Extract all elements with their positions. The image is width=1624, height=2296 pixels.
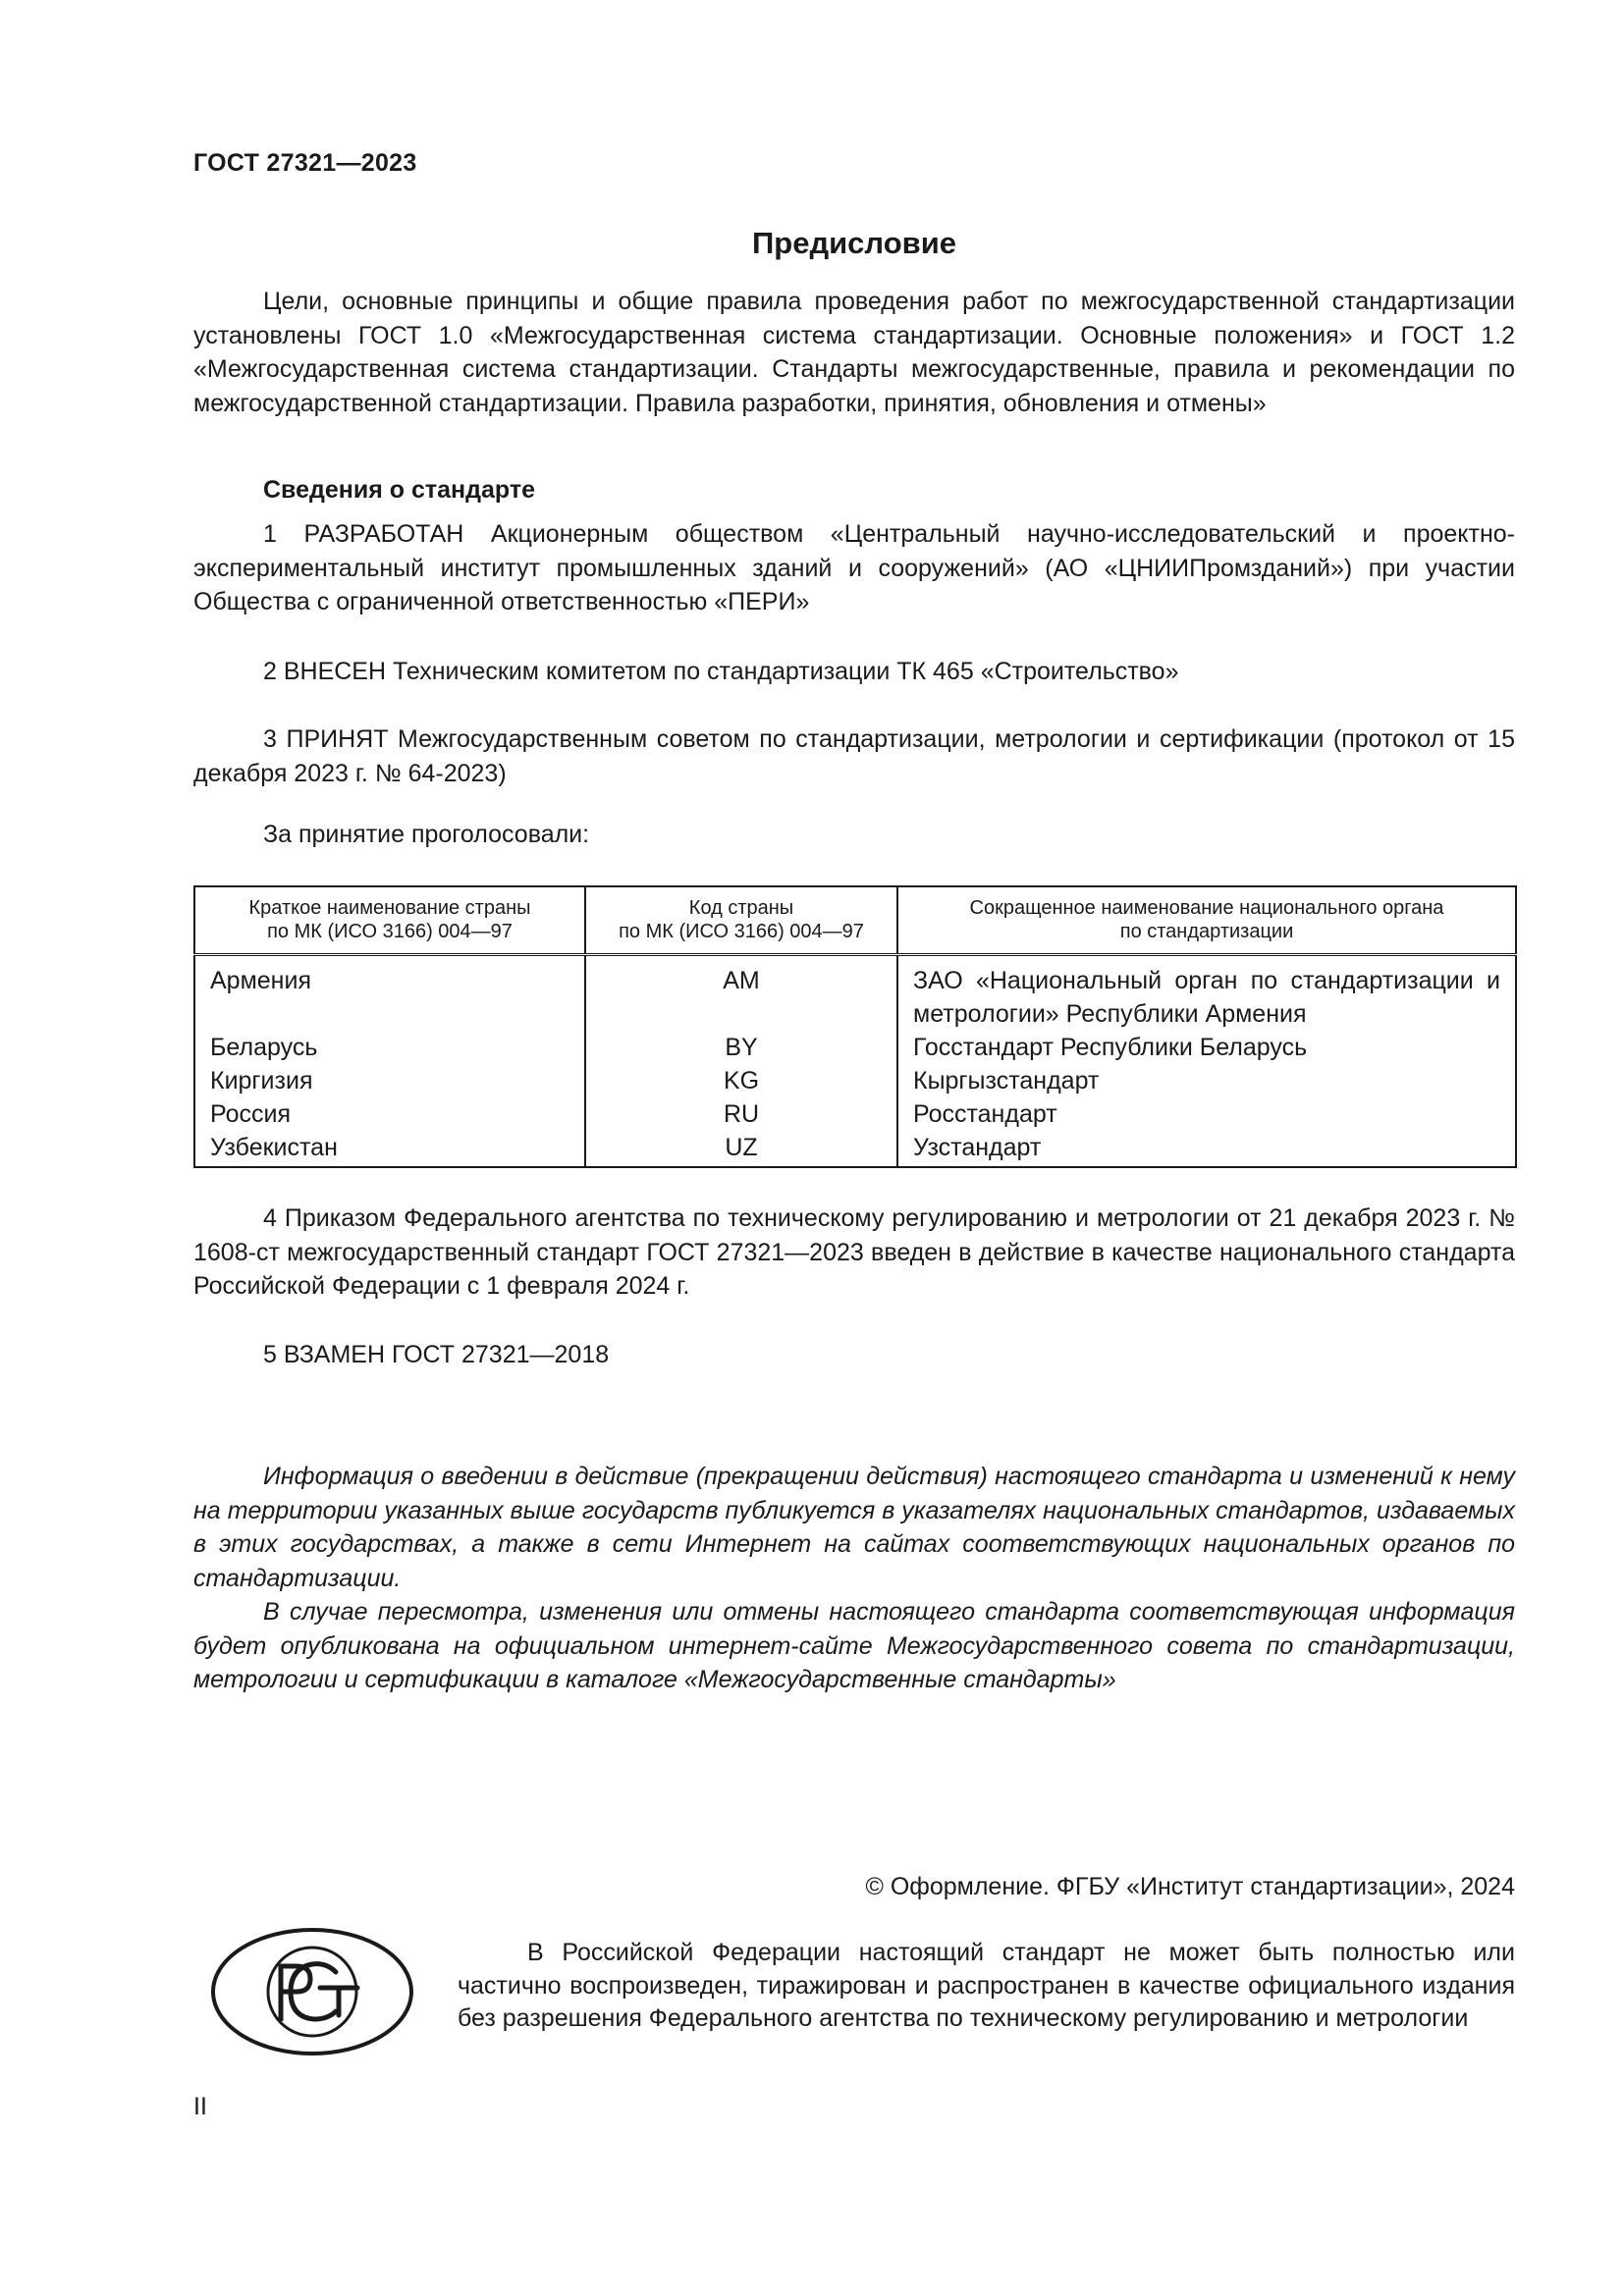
item-1 — [193, 517, 1515, 619]
code-cell: BY — [585, 1031, 897, 1064]
page-title: Предисловие — [751, 226, 956, 260]
item-5 — [193, 1338, 1515, 1372]
header-country-line1: Краткое наименование страны — [248, 897, 531, 919]
code-cell: RU — [585, 1097, 897, 1131]
header-body-line1: Сокращенное наименование национального органа — [969, 897, 1444, 919]
section-subheading: Сведения о стандарте — [263, 476, 536, 504]
table-row — [194, 955, 1516, 1032]
header-code-line2: по МК (ИСО 3166) 004—97 — [619, 921, 864, 942]
info-paragraph-2: В случае пересмотра, изменения или отмены настоящего стандарта соответствующая информация будет опубликована на официальном интернет-сайте Межгосударственного совета по стандартизации, метрологии и сертификации в каталоге «Межгосударственные стандарты» — [193, 1598, 1515, 1693]
info-paragraph-1: Информация о введении в действие (прекращении действия) настоящего стандарта и изменений к нему на территории указанных выше государств публикуется в указателях национальных стандартов, издаваемых в этих государствах, а также в сети Интернет на сайтах соответствующих национальных органов по стандартизации. — [193, 1463, 1515, 1592]
voted-label: За принятие проголосовали: — [263, 821, 590, 848]
item-3-text: 3 ПРИНЯТ Межгосударственным советом по стандартизации, метрологии и сертификации (протокол от 15 декабря 2023 г. № 64-2023) — [193, 725, 1515, 787]
item-2-text: 2 ВНЕСЕН Техническим комитетом по стандартизации ТК 465 «Строительство» — [263, 658, 1179, 685]
body-cell: ЗАО «Национальный орган по стандартизации и метрологии» Республики Армения — [897, 955, 1516, 1032]
country-cell: Армения — [194, 955, 585, 1032]
table-header-row — [194, 886, 1516, 955]
header-code — [585, 886, 897, 955]
table-row — [194, 1064, 1516, 1097]
body-cell: Госстандарт Республики Беларусь — [897, 1031, 1516, 1064]
country-cell: Россия — [194, 1097, 585, 1131]
code-cell: KG — [585, 1064, 897, 1097]
header-country-line2: по МК (ИСО 3166) 004—97 — [267, 921, 513, 942]
code-cell: UZ — [585, 1131, 897, 1167]
country-cell: Киргизия — [194, 1064, 585, 1097]
country-cell: Узбекистан — [194, 1131, 585, 1167]
copyright-line: © Оформление. ФГБУ «Институт стандартизации», 2024 — [865, 1873, 1515, 1900]
intro-text: Цели, основные принципы и общие правила проведения работ по межгосударственной стандартизации установлены ГОСТ 1.0 «Межгосударственная система стандартизации. Основные положения» и ГОСТ 1.2 «Межгосударственная система стандартизации. Стандарты межгосударственные, правила и рекомендации по межгосударственной стандартизации. Правила разработки, принятия, обновления и отмены» — [193, 288, 1515, 417]
item-4-text: 4 Приказом Федерального агентства по техническому регулированию и метрологии от 21 декабря 2023 г. № 1608-ст межгосударственный стандарт ГОСТ 27321—2023 введен в действие в качестве национального стандарта Российской Федерации с 1 февраля 2024 г. — [193, 1204, 1515, 1300]
header-body-line2: по стандартизации — [1119, 921, 1294, 942]
code-cell: AM — [585, 955, 897, 1032]
reproduction-notice-text: В Российской Федерации настоящий стандарт не может быть полностью или частично воспроизведен, тиражирован и распространен в качестве официального издания без разрешения Федерального агентства по техническому регулированию и метрологии — [458, 1939, 1515, 2032]
voting-table — [193, 885, 1517, 1168]
body-cell: Кыргызстандарт — [897, 1064, 1516, 1097]
header-body — [897, 886, 1516, 955]
header-code-line1: Код страны — [688, 897, 794, 919]
table-row — [194, 1031, 1516, 1064]
item-3 — [193, 722, 1515, 790]
item-2 — [193, 655, 1515, 689]
item-4 — [193, 1201, 1515, 1304]
page-number: II — [193, 2093, 207, 2120]
body-cell: Узстандарт — [897, 1131, 1516, 1167]
body-cell: Росстандарт — [897, 1097, 1516, 1131]
rst-certification-mark-icon — [210, 1927, 414, 2056]
item-1-text: 1 РАЗРАБОТАН Акционерным обществом «Центральный научно-исследовательский и проектно-экспериментальный институт промышленных зданий и сооружений» (АО «ЦНИИПромзданий») при участии Общества с ограниченной ответственностью «ПЕРИ» — [193, 520, 1515, 615]
item-5-text: 5 ВЗАМЕН ГОСТ 27321—2018 — [263, 1341, 610, 1368]
reproduction-notice — [458, 1937, 1515, 2036]
document-code: ГОСТ 27321—2023 — [193, 149, 417, 177]
table-row — [194, 1131, 1516, 1167]
publication-info — [193, 1460, 1515, 1697]
intro-paragraph — [193, 285, 1515, 420]
table-row — [194, 1097, 1516, 1131]
header-country — [194, 886, 585, 955]
country-cell: Беларусь — [194, 1031, 585, 1064]
